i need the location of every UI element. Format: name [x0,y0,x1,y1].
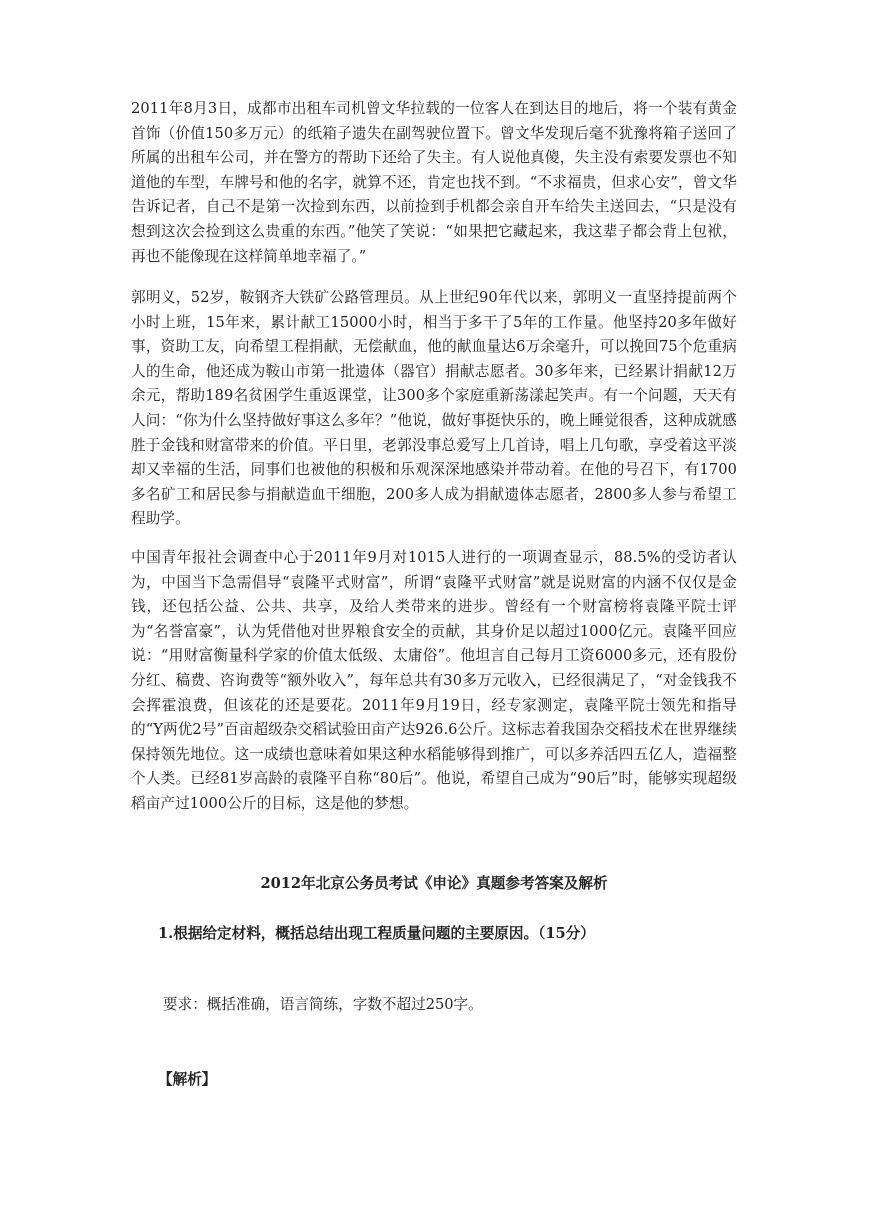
material-paragraph-1: 2011年8月3日，成都市出租车司机曾文华拉载的一位客人在到达目的地后，将一个装有黄金首饰（价值150多万元）的纸箱子遗失在副驾驶位置下。曾文华发现后毫不犹豫将箱子送回了所属的出租车公司，并在警方的帮助下还给了失主。有人说他真傻，失主没有索要发票也不知道他的车型，车牌号和他的名字，就算不还，肯定也找不到。“不求福贵，但求心安”，曾文华告诉记者，自己不是第一次捡到东西，以前捡到手机都会亲自开车给失主送回去，“只是没有想到这次会捡到这么贵重的东西。”他笑了笑说：“如果把它藏起来，我这辈子都会背上包袱，再也不能像现在这样简单地幸福了。” [131,100,737,265]
material-paragraph-2: 郭明义，52岁，鞍钢齐大铁矿公路管理员。从上世纪90年代以来，郭明义一直坚持提前两个小时上班，15年来，累计献工15000小时，相当于多干了5年的工作量。他坚持20多年做好事，资助工友，向希望工程捐献，无偿献血，他的献血量达6万余毫升，可以挽回75个危重病人的生命，他还成为鞍山市第一批遗体（器官）捐献志愿者。30多年来，已经累计捐献12万余元，帮助189名贫困学生重返课堂，让300多个家庭重新荡漾起笑声。有一个问题，天天有人问：“你为什么坚持做好事这么多年？”他说，做好事挺快乐的，晚上睡觉很香，这种成就感胜于金钱和财富带来的价值。平日里，老郭没事总爱写上几首诗，唱上几句歌，享受着这平淡却又幸福的生活，同事们也被他的积极和乐观深深地感染并带动着。在他的号召下，有1700多名矿工和居民参与捐献造血干细胞，200多人成为捐献遗体志愿者，2800多人参与希望工程助学。 [131,289,737,528]
analysis-label: 【解析】 [158,1071,217,1088]
material-paragraph-3: 中国青年报社会调查中心于2011年9月对1015人进行的一项调查显示，88.5%的受访者认为，中国当下急需倡导“袁隆平式财富”，所谓“袁隆平式财富”就是说财富的内涵不仅仅是金钱，还包括公益、公共、共享，及给人类带来的进步。曾经有一个财富榜将袁隆平院士评为“名誉富豪”，认为凭借他对世界粮食安全的贡献，其身价足以超过1000亿元。袁隆平回应说：“用财富衡量科学家的价值太低级、太庸俗”。他坦言自己每月工资6000多元，还有股份分红、稿费、咨询费等“额外收入”，每年总共有30多万元收入，已经很满足了，“对金钱我不会挥霍浪费，但该花的还是要花。2011年9月19日，经专家测定，袁隆平院士领先和指导的“Y两优2号”百亩超级杂交稻试验田亩产达926.6公斤。这标志着我国杂交稻技术在世界继续保持领先地位。这一成绩也意味着如果这种水稻能够得到推广，可以多养活四五亿人，造福整个人类。已经81岁高龄的袁隆平自称“80后”。他说，希望自己成为“90后”时，能够实现超级稻亩产过1000公斤的目标，这是他的梦想。 [131,549,737,812]
requirement-text: 要求：概括准确，语言简练，字数不超过250字。 [163,996,483,1013]
question-heading: 1.根据给定材料，概括总结出现工程质量问题的主要原因。（15分） [158,925,595,942]
section-title: 2012年北京公务员考试《申论》真题参考答案及解析 [260,875,608,892]
